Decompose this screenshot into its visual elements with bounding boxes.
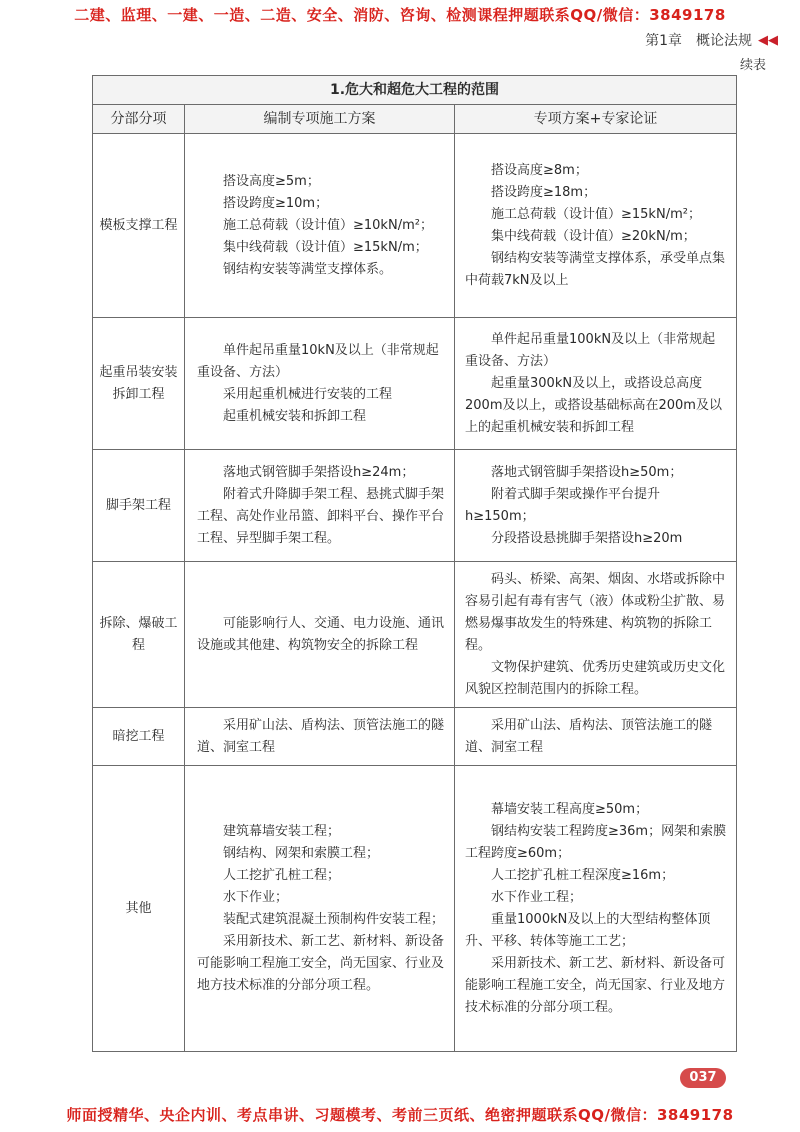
cell-line: 单件起吊重量10kN及以上（非常规起重设备、方法） [197, 342, 439, 380]
table-caption: 1.危大和超危大工程的范围 [93, 76, 737, 105]
table-row [93, 562, 737, 708]
bottom-banner: 师面授精华、央企内训、考点串讲、习题模考、考前三页纸、绝密押题联系QQ/微信：3849178 [66, 1106, 734, 1124]
special-plan-cell [185, 708, 455, 766]
header-category: 分部分项 [93, 105, 185, 134]
expert-review-cell [455, 134, 737, 318]
special-plan-cell [185, 450, 455, 562]
category-cell: 其他 [93, 766, 185, 1052]
cell-line: 采用起重机械进行安装的工程 [223, 386, 393, 402]
cell-line: 人工挖扩孔桩工程； [223, 867, 341, 883]
table-row [93, 708, 737, 766]
chapter-title: 第1章 概论法规 [645, 33, 752, 49]
cell-line: 建筑幕墙安装工程； [223, 823, 341, 839]
cell-line: 施工总荷载（设计值）≥15kN/m²； [491, 206, 701, 222]
cell-line: 搭设跨度≥18m； [491, 184, 597, 200]
cell-line: 起重机械安装和拆卸工程 [223, 408, 367, 424]
category-cell: 拆除、爆破工程 [93, 562, 185, 708]
cell-line: 钢结构安装等满堂支撑体系。 [223, 261, 393, 277]
cell-line: 分段搭设悬挑脚手架搭设h≥20m [491, 530, 683, 546]
cell-line: 钢结构安装等满堂支撑体系，承受单点集中荷载7kN及以上 [465, 250, 726, 288]
cell-line: 采用新技术、新工艺、新材料、新设备可能影响工程施工安全，尚无国家、行业及地方技术标准的分部分项工程。 [197, 933, 445, 993]
cell-line: 集中线荷载（设计值）≥15kN/m； [223, 239, 428, 255]
special-plan-cell [185, 766, 455, 1052]
cell-line: 起重量300kN及以上，或搭设总高度200m及以上，或搭设基础标高在200m及以上的起重机械安装和拆卸工程 [465, 375, 722, 435]
cell-line: 采用新技术、新工艺、新材料、新设备可能影响工程施工安全，尚无国家、行业及地方技术标准的分部分项工程。 [465, 955, 726, 1015]
page-number: 037 [680, 1068, 726, 1088]
cell-line: 文物保护建筑、优秀历史建筑或历史文化风貌区控制范围内的拆除工程。 [465, 659, 726, 697]
continued-label: 续表 [739, 58, 766, 73]
cell-line: 单件起吊重量100kN及以上（非常规起重设备、方法） [465, 331, 716, 369]
cell-line: 装配式建筑混凝土预制构件安装工程； [223, 911, 445, 927]
cell-line: 集中线荷载（设计值）≥20kN/m； [491, 228, 696, 244]
special-plan-cell [185, 318, 455, 450]
cell-line: 搭设高度≥5m； [223, 173, 320, 189]
cell-line: 附着式升降脚手架工程、悬挑式脚手架工程、高处作业吊篮、卸料平台、操作平台工程、异型脚手架工程。 [197, 486, 445, 546]
chapter-header [645, 30, 778, 50]
expert-review-cell [455, 708, 737, 766]
top-banner: 二建、监理、一建、一造、二造、安全、消防、咨询、检测课程押题联系QQ/微信：3849178 [74, 6, 726, 24]
scope-table [92, 75, 737, 1052]
cell-line: 落地式钢管脚手架搭设h≥50m； [491, 464, 683, 480]
cell-line: 搭设跨度≥10m； [223, 195, 329, 211]
cell-line: 附着式脚手架或操作平台提升h≥150m； [465, 486, 661, 524]
category-cell: 起重吊装安装拆卸工程 [93, 318, 185, 450]
cell-line: 重量1000kN及以上的大型结构整体顶升、平移、转体等施工工艺； [465, 911, 711, 949]
cell-line: 施工总荷载（设计值）≥10kN/m²； [223, 217, 433, 233]
chapter-arrow-icon: ◀◀ [758, 32, 778, 48]
table-row [93, 450, 737, 562]
table-row [93, 134, 737, 318]
cell-line: 可能影响行人、交通、电力设施、通讯设施或其他建、构筑物安全的拆除工程 [197, 615, 445, 653]
header-expert-review: 专项方案+专家论证 [455, 105, 737, 134]
table-row [93, 766, 737, 1052]
header-special-plan: 编制专项施工方案 [185, 105, 455, 134]
cell-line: 水下作业工程； [491, 889, 583, 905]
expert-review-cell [455, 562, 737, 708]
category-cell: 模板支撑工程 [93, 134, 185, 318]
cell-line: 采用矿山法、盾构法、顶管法施工的隧道、洞室工程 [465, 717, 713, 755]
cell-line: 码头、桥梁、高架、烟囱、水塔或拆除中容易引起有毒有害气（液）体或粉尘扩散、易燃易爆事故发生的特殊建、构筑物的拆除工程。 [465, 571, 726, 653]
special-plan-cell [185, 134, 455, 318]
cell-line: 钢结构安装工程跨度≥36m；网架和索膜工程跨度≥60m； [465, 823, 727, 861]
special-plan-cell [185, 562, 455, 708]
table-row [93, 318, 737, 450]
category-cell: 暗挖工程 [93, 708, 185, 766]
cell-line: 人工挖扩孔桩工程深度≥16m； [491, 867, 675, 883]
cell-line: 搭设高度≥8m； [491, 162, 588, 178]
cell-line: 幕墙安装工程高度≥50m； [491, 801, 649, 817]
table-body [93, 134, 737, 1052]
category-cell: 脚手架工程 [93, 450, 185, 562]
expert-review-cell [455, 766, 737, 1052]
cell-line: 采用矿山法、盾构法、顶管法施工的隧道、洞室工程 [197, 717, 445, 755]
expert-review-cell [455, 450, 737, 562]
cell-line: 落地式钢管脚手架搭设h≥24m； [223, 464, 415, 480]
cell-line: 钢结构、网架和索膜工程； [223, 845, 380, 861]
cell-line: 水下作业； [223, 889, 289, 905]
expert-review-cell [455, 318, 737, 450]
